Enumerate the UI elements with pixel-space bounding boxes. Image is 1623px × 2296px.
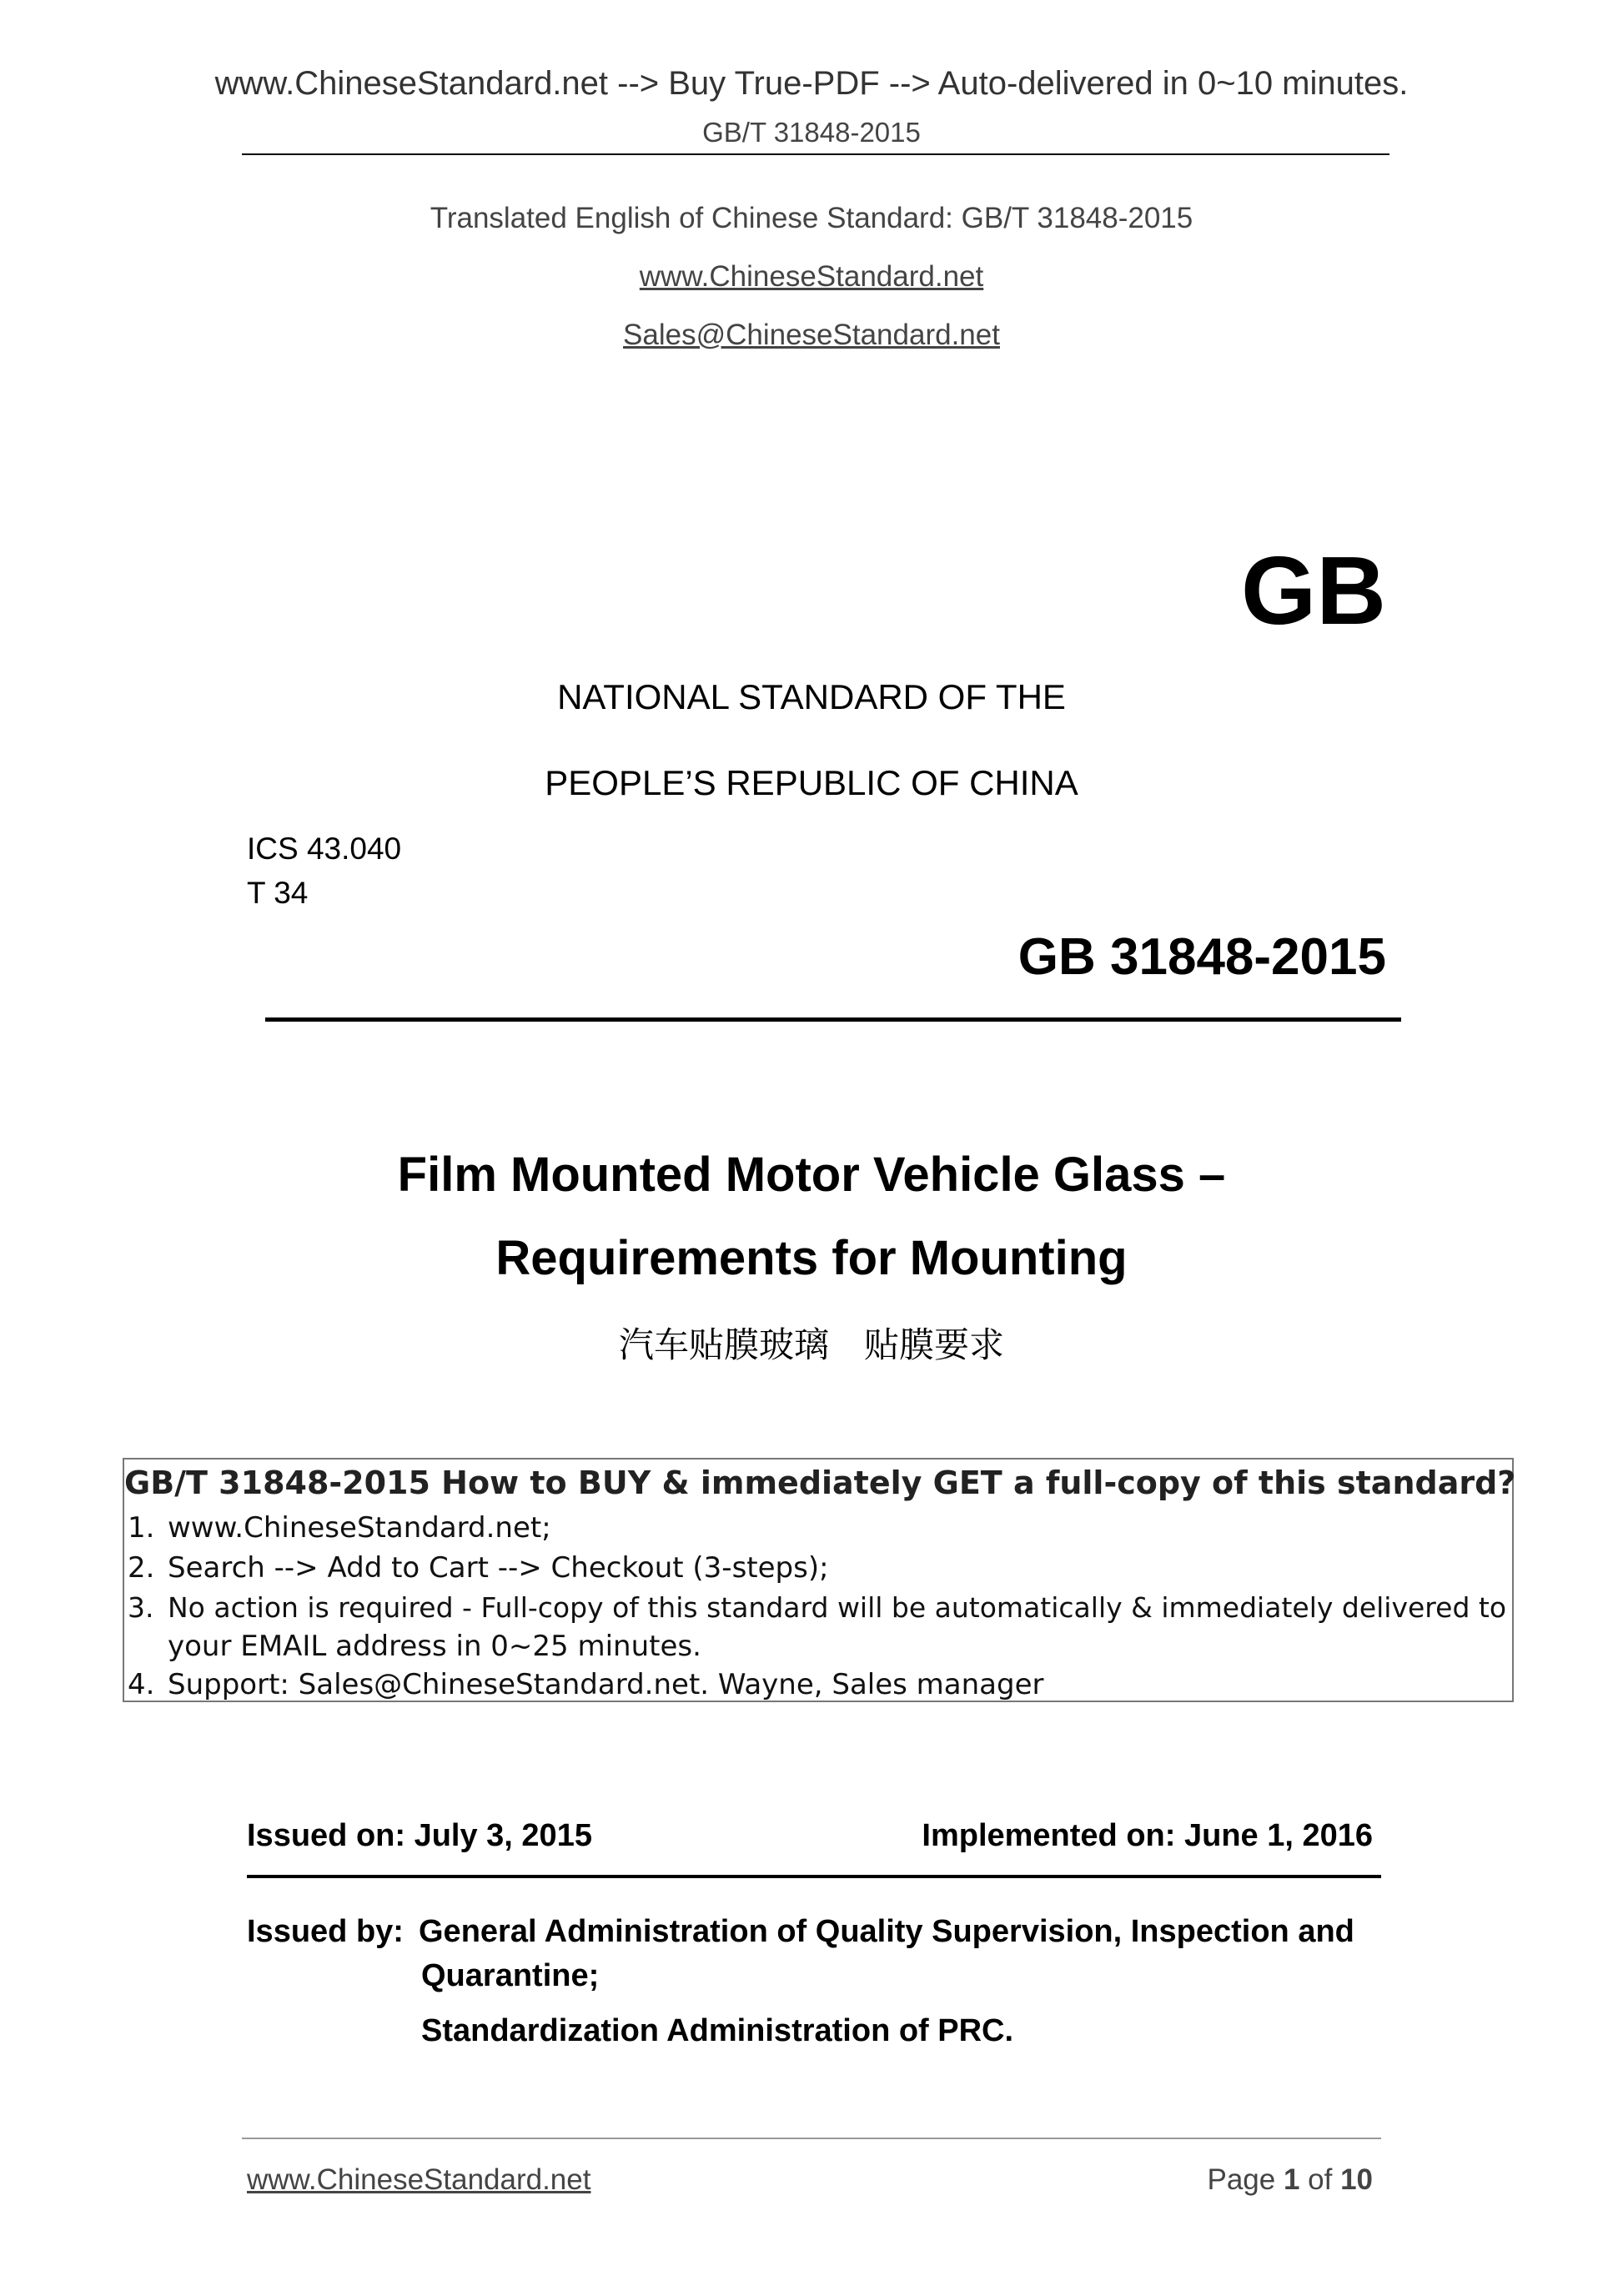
buy-step-3: [124, 1591, 1506, 1624]
intro-email-link[interactable]: [0, 319, 1623, 352]
gb-mark: GB: [1241, 536, 1386, 645]
step-text: No action is required - Full-copy of this standard will be automatically & immediately delivered to: [168, 1591, 1507, 1624]
buy-info-box: [123, 1458, 1514, 1702]
title-chinese: 汽车贴膜玻璃 贴膜要求: [618, 1324, 1004, 1365]
issuer-line-3: Standardization Administration of PRC.: [421, 2013, 1014, 2048]
website-link-text[interactable]: www.ChineseStandard.net: [639, 260, 984, 293]
page-of: of: [1299, 2163, 1341, 2196]
title-line-1: Film Mounted Motor Vehicle Glass –: [397, 1148, 1226, 1202]
step-text[interactable]: www.ChineseStandard.net;: [168, 1511, 551, 1545]
footer-rule: [242, 2138, 1381, 2139]
step-number: 4.: [128, 1668, 155, 1701]
buy-step-4: [124, 1668, 1044, 1701]
page-current: 1: [1283, 2163, 1300, 2196]
intro-website-link[interactable]: [0, 260, 1623, 294]
header-std-code: GB/T 31848-2015: [702, 117, 921, 148]
issuer-line-1: General Administration of Quality Supervision, Inspection and: [419, 1914, 1354, 1949]
issuer-line-2: Quarantine;: [421, 1958, 600, 1993]
issued-date: Issued on: July 3, 2015: [247, 1818, 592, 1853]
step-number: 2.: [128, 1551, 155, 1585]
email-link-text[interactable]: Sales@ChineseStandard.net: [623, 319, 1000, 351]
footer-website-link[interactable]: [247, 2163, 590, 2197]
national-standard-line-2: PEOPLE’S REPUBLIC OF CHINA: [545, 763, 1078, 802]
issued-by-label: Issued by:: [247, 1914, 404, 1949]
step-number: 1.: [128, 1511, 155, 1545]
t-code: T 34: [247, 876, 309, 910]
buy-box-heading: GB/T 31848-2015 How to BUY & immediately GET a full-copy of this standard?: [124, 1465, 1516, 1501]
step-text: your EMAIL address in 0~25 minutes.: [168, 1630, 701, 1663]
step-text: Search --> Add to Cart --> Checkout (3-steps);: [168, 1551, 829, 1585]
national-standard-line-1: NATIONAL STANDARD OF THE: [557, 677, 1066, 716]
buy-step-1: [124, 1511, 551, 1545]
step-number: 3.: [128, 1591, 154, 1624]
dates-rule: [247, 1875, 1381, 1878]
page-number: [1084, 2163, 1373, 2197]
page-total: 10: [1340, 2163, 1373, 2196]
footer-website-text[interactable]: www.ChineseStandard.net: [247, 2163, 591, 2196]
header-banner: www.ChineseStandard.net --> Buy True-PDF --> Auto-delivered in 0~10 minutes.: [214, 65, 1409, 102]
implemented-date: Implemented on: June 1, 2016: [922, 1818, 1373, 1853]
header-rule: [242, 153, 1389, 155]
standard-number: GB 31848-2015: [1018, 928, 1386, 986]
ics-code: ICS 43.040: [247, 831, 402, 866]
buy-step-3-continued: [124, 1630, 701, 1663]
standard-rule: [265, 1017, 1401, 1022]
buy-step-2: [124, 1551, 829, 1585]
page-prefix: Page: [1207, 2163, 1284, 2196]
step-text: Support: Sales@ChineseStandard.net. Wayne, Sales manager: [168, 1668, 1044, 1701]
title-line-2: Requirements for Mounting: [495, 1231, 1128, 1285]
translated-line: Translated English of Chinese Standard: GB/T 31848-2015: [430, 202, 1193, 234]
